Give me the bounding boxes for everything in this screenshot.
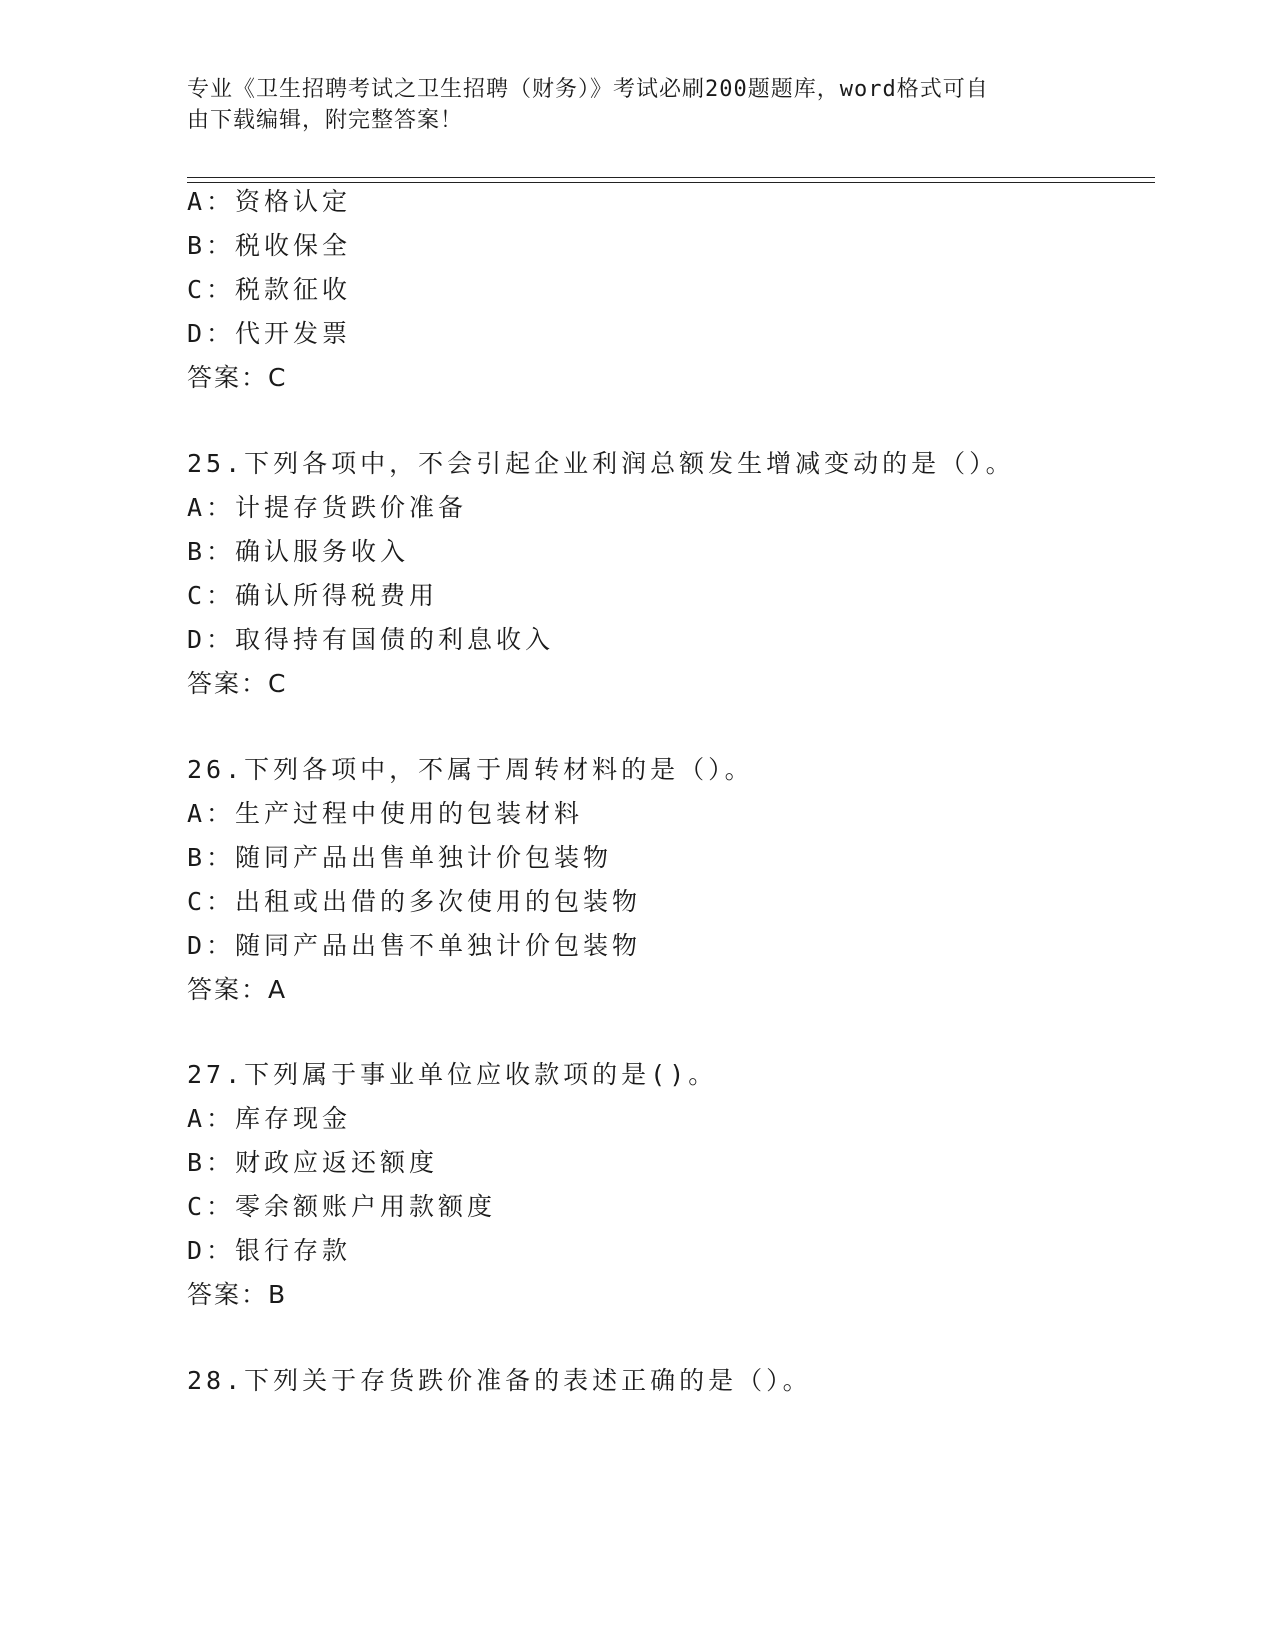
q26-option-d: D：随同产品出售不单独计价包装物 (187, 931, 642, 960)
prev-option-a: A：资格认定 (187, 187, 352, 216)
prev-option-c: C：税款征收 (187, 275, 352, 304)
q28-stem: 28.下列关于存货跌价准备的表述正确的是（）。 (187, 1366, 812, 1395)
prev-option-b: B：税收保全 (187, 231, 352, 260)
q26-answer: 答案：A (187, 975, 288, 1004)
q25-option-b: B：确认服务收入 (187, 537, 410, 566)
q27-option-c: C：零余额账户用款额度 (187, 1192, 497, 1221)
q25-option-a: A：计提存货跌价准备 (187, 493, 468, 522)
q26-option-b: B：随同产品出售单独计价包装物 (187, 843, 613, 872)
q27-stem: 27.下列属于事业单位应收款项的是()。 (187, 1060, 718, 1089)
document-header (187, 74, 1087, 136)
q25-option-d: D：取得持有国债的利息收入 (187, 625, 555, 654)
q26-stem: 26.下列各项中，不属于周转材料的是（）。 (187, 755, 754, 784)
q27-answer: 答案：B (187, 1280, 288, 1309)
header-divider-bottom (187, 182, 1155, 183)
prev-answer: 答案：C (187, 363, 288, 392)
q25-answer: 答案：C (187, 669, 288, 698)
header-line-2: 由下载编辑，附完整答案！ (187, 108, 464, 133)
prev-option-d: D：代开发票 (187, 319, 352, 348)
header-line-1: 专业《卫生招聘考试之卫生招聘（财务）》考试必刷200题题库，word格式可自 (187, 77, 989, 102)
q26-option-c: C：出租或出借的多次使用的包装物 (187, 887, 642, 916)
q26-option-a: A：生产过程中使用的包装材料 (187, 799, 584, 828)
header-divider-top (187, 177, 1155, 178)
q25-option-c: C：确认所得税费用 (187, 581, 439, 610)
q27-option-a: A：库存现金 (187, 1104, 352, 1133)
q25-stem: 25.下列各项中，不会引起企业利润总额发生增减变动的是（）。 (187, 449, 1015, 478)
q27-option-d: D：银行存款 (187, 1236, 352, 1265)
q27-option-b: B：财政应返还额度 (187, 1148, 439, 1177)
